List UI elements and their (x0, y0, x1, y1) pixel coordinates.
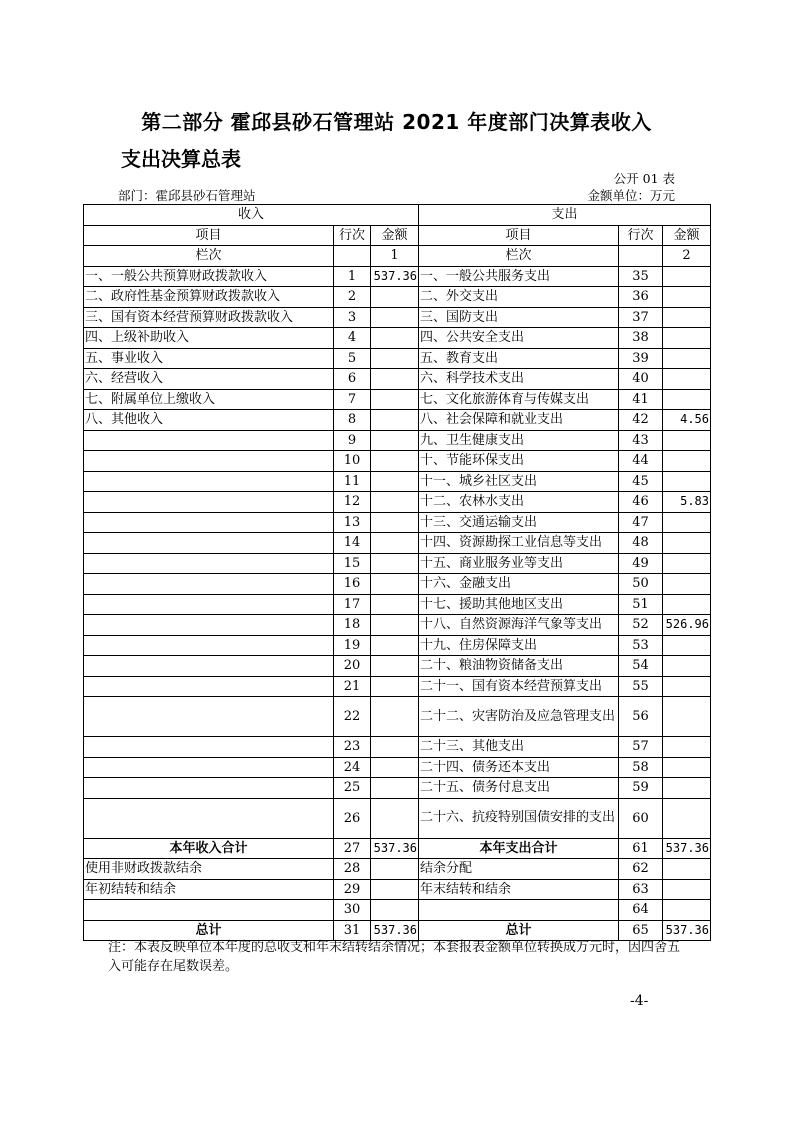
expense-item: 十七、援助其他地区支出 (419, 594, 619, 615)
line-no: 55 (619, 676, 663, 697)
line-no: 42 (619, 410, 663, 431)
amount (371, 410, 419, 431)
column-label: 栏次 (84, 246, 334, 267)
amount (663, 471, 711, 492)
col-header-item: 项目 (84, 225, 334, 246)
line-no: 56 (619, 697, 663, 737)
line-no: 22 (334, 697, 371, 737)
amount (371, 757, 419, 778)
table-row (84, 737, 711, 758)
income-header: 收入 (84, 205, 419, 226)
income-item (84, 697, 334, 737)
expense-item: 二十五、债务付息支出 (419, 778, 619, 799)
line-no: 26 (334, 798, 371, 838)
line-no: 53 (619, 635, 663, 656)
income-item (84, 594, 334, 615)
line-no: 12 (334, 492, 371, 513)
expense-item: 六、科学技术支出 (419, 369, 619, 390)
line-no: 3 (334, 307, 371, 328)
income-item: 八、其他收入 (84, 410, 334, 431)
amount (371, 287, 419, 308)
expense-item: 十九、住房保障支出 (419, 635, 619, 656)
line-no: 16 (334, 574, 371, 595)
amount (663, 594, 711, 615)
amount (371, 553, 419, 574)
amount (371, 369, 419, 390)
line-no: 43 (619, 430, 663, 451)
amount: 537.36 (371, 838, 419, 859)
income-item (84, 737, 334, 758)
expense-item: 十二、农林水支出 (419, 492, 619, 513)
table-row (84, 900, 711, 921)
amount (663, 266, 711, 287)
table-row (84, 838, 711, 859)
income-item: 一、一般公共预算财政拨款收入 (84, 266, 334, 287)
line-no: 9 (334, 430, 371, 451)
expense-item: 十一、城乡社区支出 (419, 471, 619, 492)
line-no: 38 (619, 328, 663, 349)
amount (663, 574, 711, 595)
amount (663, 778, 711, 799)
expense-item: 二十六、抗疫特别国债安排的支出 (419, 798, 619, 838)
amount (663, 348, 711, 369)
line-no: 35 (619, 266, 663, 287)
amount: 5.83 (663, 492, 711, 513)
table-row (84, 574, 711, 595)
amount (663, 697, 711, 737)
expense-item: 十四、资源勘探工业信息等支出 (419, 533, 619, 554)
expense-item: 二十四、债务还本支出 (419, 757, 619, 778)
empty-cell (334, 246, 371, 267)
line-no: 19 (334, 635, 371, 656)
expense-item: 二十、粮油物资储备支出 (419, 656, 619, 677)
table-row (84, 656, 711, 677)
line-no: 18 (334, 615, 371, 636)
expense-item: 二十二、灾害防治及应急管理支出 (419, 697, 619, 737)
amount (663, 798, 711, 838)
expense-item: 九、卫生健康支出 (419, 430, 619, 451)
amount (371, 656, 419, 677)
table-row (84, 430, 711, 451)
table-row (84, 594, 711, 615)
amount (371, 676, 419, 697)
amount (371, 859, 419, 880)
line-no: 8 (334, 410, 371, 431)
amount (663, 757, 711, 778)
year-expense-total-label: 本年支出合计 (419, 838, 619, 859)
income-item (84, 574, 334, 595)
line-no: 59 (619, 778, 663, 799)
page-number: -4- (630, 993, 649, 1009)
income-item (84, 676, 334, 697)
line-no: 57 (619, 737, 663, 758)
row-label (84, 900, 334, 921)
table-row (84, 266, 711, 287)
amount (371, 471, 419, 492)
line-no: 28 (334, 859, 371, 880)
department-label: 部门：霍邱县砂石管理站 (118, 188, 256, 203)
income-item (84, 798, 334, 838)
table-row (84, 615, 711, 636)
footnote: 注：本表反映单位本年度的总收支和年末结转结余情况；本套报表金额单位转换成万元时，因四舍五入可能存在尾数误差。 (108, 940, 681, 974)
income-item (84, 492, 334, 513)
table-row (84, 512, 711, 533)
income-item (84, 656, 334, 677)
line-no: 14 (334, 533, 371, 554)
expense-item: 十五、商业服务业等支出 (419, 553, 619, 574)
line-no: 29 (334, 879, 371, 900)
unit-label: 金额单位：万元 (587, 188, 675, 203)
income-item (84, 471, 334, 492)
table-row (84, 307, 711, 328)
empty-cell (619, 246, 663, 267)
line-no: 50 (619, 574, 663, 595)
column-label: 栏次 (419, 246, 619, 267)
amount (371, 533, 419, 554)
expense-item: 八、社会保障和就业支出 (419, 410, 619, 431)
table-row (84, 369, 711, 390)
table-header-row (84, 246, 711, 267)
line-no: 7 (334, 389, 371, 410)
line-no: 30 (334, 900, 371, 921)
column-number-2: 2 (663, 246, 711, 267)
amount (371, 900, 419, 921)
amount (663, 656, 711, 677)
amount (371, 615, 419, 636)
line-no: 40 (619, 369, 663, 390)
amount (663, 287, 711, 308)
amount (371, 697, 419, 737)
amount (663, 328, 711, 349)
expense-item: 七、文化旅游体育与传媒支出 (419, 389, 619, 410)
amount (371, 348, 419, 369)
budget-table (83, 204, 711, 941)
amount (371, 430, 419, 451)
line-no: 62 (619, 859, 663, 880)
col-header-amount: 金额 (371, 225, 419, 246)
line-no: 10 (334, 451, 371, 472)
line-no: 37 (619, 307, 663, 328)
line-no: 25 (334, 778, 371, 799)
income-item (84, 533, 334, 554)
table-row (84, 451, 711, 472)
amount (663, 900, 711, 921)
page-subtitle: 支出决算总表 (121, 147, 241, 171)
table-row (84, 697, 711, 737)
row-label: 年末结转和结余 (419, 879, 619, 900)
expense-item: 三、国防支出 (419, 307, 619, 328)
amount (663, 879, 711, 900)
amount (371, 798, 419, 838)
line-no: 48 (619, 533, 663, 554)
line-no: 58 (619, 757, 663, 778)
table-header-row (84, 225, 711, 246)
income-item: 二、政府性基金预算财政拨款收入 (84, 287, 334, 308)
amount (663, 389, 711, 410)
col-header-amount: 金额 (663, 225, 711, 246)
amount: 537.36 (371, 266, 419, 287)
amount (663, 451, 711, 472)
income-item: 四、上级补助收入 (84, 328, 334, 349)
expense-item: 一、一般公共服务支出 (419, 266, 619, 287)
grand-total-expense-label: 总计 (419, 920, 619, 941)
amount (663, 635, 711, 656)
table-row (84, 533, 711, 554)
line-no: 64 (619, 900, 663, 921)
page-title: 第二部分 霍邱县砂石管理站 2021 年度部门决算表收入 (141, 110, 652, 134)
line-no: 51 (619, 594, 663, 615)
table-row (84, 798, 711, 838)
column-number-1: 1 (371, 246, 419, 267)
expense-item: 二十三、其他支出 (419, 737, 619, 758)
line-no: 54 (619, 656, 663, 677)
income-item (84, 430, 334, 451)
amount (371, 778, 419, 799)
row-label: 使用非财政拨款结余 (84, 859, 334, 880)
income-item: 五、事业收入 (84, 348, 334, 369)
line-no: 4 (334, 328, 371, 349)
amount (663, 533, 711, 554)
amount (371, 594, 419, 615)
table-row (84, 348, 711, 369)
amount (663, 430, 711, 451)
line-no: 52 (619, 615, 663, 636)
line-no: 23 (334, 737, 371, 758)
expense-item: 五、教育支出 (419, 348, 619, 369)
line-no: 61 (619, 838, 663, 859)
line-no: 27 (334, 838, 371, 859)
amount: 4.56 (663, 410, 711, 431)
line-no: 46 (619, 492, 663, 513)
amount (371, 574, 419, 595)
table-row (84, 287, 711, 308)
line-no: 44 (619, 451, 663, 472)
row-label: 结余分配 (419, 859, 619, 880)
amount (371, 492, 419, 513)
line-no: 47 (619, 512, 663, 533)
amount (371, 512, 419, 533)
table-row (84, 879, 711, 900)
table-row (84, 778, 711, 799)
col-header-line-no: 行次 (619, 225, 663, 246)
income-item (84, 757, 334, 778)
amount: 526.96 (663, 615, 711, 636)
income-item: 六、经营收入 (84, 369, 334, 390)
amount: 537.36 (371, 920, 419, 941)
amount: 537.36 (663, 920, 711, 941)
line-no: 65 (619, 920, 663, 941)
amount (663, 307, 711, 328)
amount (371, 635, 419, 656)
line-no: 20 (334, 656, 371, 677)
line-no: 60 (619, 798, 663, 838)
form-number: 公开 01 表 (613, 171, 675, 186)
col-header-item: 项目 (419, 225, 619, 246)
amount (663, 512, 711, 533)
line-no: 11 (334, 471, 371, 492)
table-row (84, 553, 711, 574)
income-item (84, 553, 334, 574)
table-row (84, 492, 711, 513)
line-no: 5 (334, 348, 371, 369)
table-row (84, 410, 711, 431)
expense-item: 二十一、国有资本经营预算支出 (419, 676, 619, 697)
col-header-line-no: 行次 (334, 225, 371, 246)
amount: 537.36 (663, 838, 711, 859)
income-item: 七、附属单位上缴收入 (84, 389, 334, 410)
amount (663, 859, 711, 880)
line-no: 63 (619, 879, 663, 900)
table-row (84, 328, 711, 349)
table-row (84, 635, 711, 656)
expense-item: 四、公共安全支出 (419, 328, 619, 349)
amount (663, 369, 711, 390)
table-row (84, 757, 711, 778)
expense-header: 支出 (419, 205, 711, 226)
line-no: 17 (334, 594, 371, 615)
income-item (84, 512, 334, 533)
amount (663, 553, 711, 574)
expense-item: 二、外交支出 (419, 287, 619, 308)
income-item (84, 635, 334, 656)
line-no: 49 (619, 553, 663, 574)
expense-item: 十三、交通运输支出 (419, 512, 619, 533)
line-no: 24 (334, 757, 371, 778)
line-no: 1 (334, 266, 371, 287)
line-no: 31 (334, 920, 371, 941)
row-label (419, 900, 619, 921)
line-no: 36 (619, 287, 663, 308)
amount (663, 737, 711, 758)
expense-item: 十、节能环保支出 (419, 451, 619, 472)
line-no: 45 (619, 471, 663, 492)
line-no: 2 (334, 287, 371, 308)
income-item: 三、国有资本经营预算财政拨款收入 (84, 307, 334, 328)
grand-total-income-label: 总计 (84, 920, 334, 941)
line-no: 13 (334, 512, 371, 533)
line-no: 41 (619, 389, 663, 410)
row-label: 年初结转和结余 (84, 879, 334, 900)
amount (371, 328, 419, 349)
income-item (84, 778, 334, 799)
line-no: 15 (334, 553, 371, 574)
table-header-row (84, 205, 711, 226)
table-row (84, 859, 711, 880)
line-no: 39 (619, 348, 663, 369)
line-no: 21 (334, 676, 371, 697)
amount (371, 451, 419, 472)
income-item (84, 615, 334, 636)
year-income-total-label: 本年收入合计 (84, 838, 334, 859)
line-no: 6 (334, 369, 371, 390)
expense-item: 十八、自然资源海洋气象等支出 (419, 615, 619, 636)
table-row (84, 471, 711, 492)
expense-item: 十六、金融支出 (419, 574, 619, 595)
income-item (84, 451, 334, 472)
amount (663, 676, 711, 697)
amount (371, 389, 419, 410)
amount (371, 879, 419, 900)
amount (371, 307, 419, 328)
table-row (84, 389, 711, 410)
amount (371, 737, 419, 758)
table-row (84, 676, 711, 697)
